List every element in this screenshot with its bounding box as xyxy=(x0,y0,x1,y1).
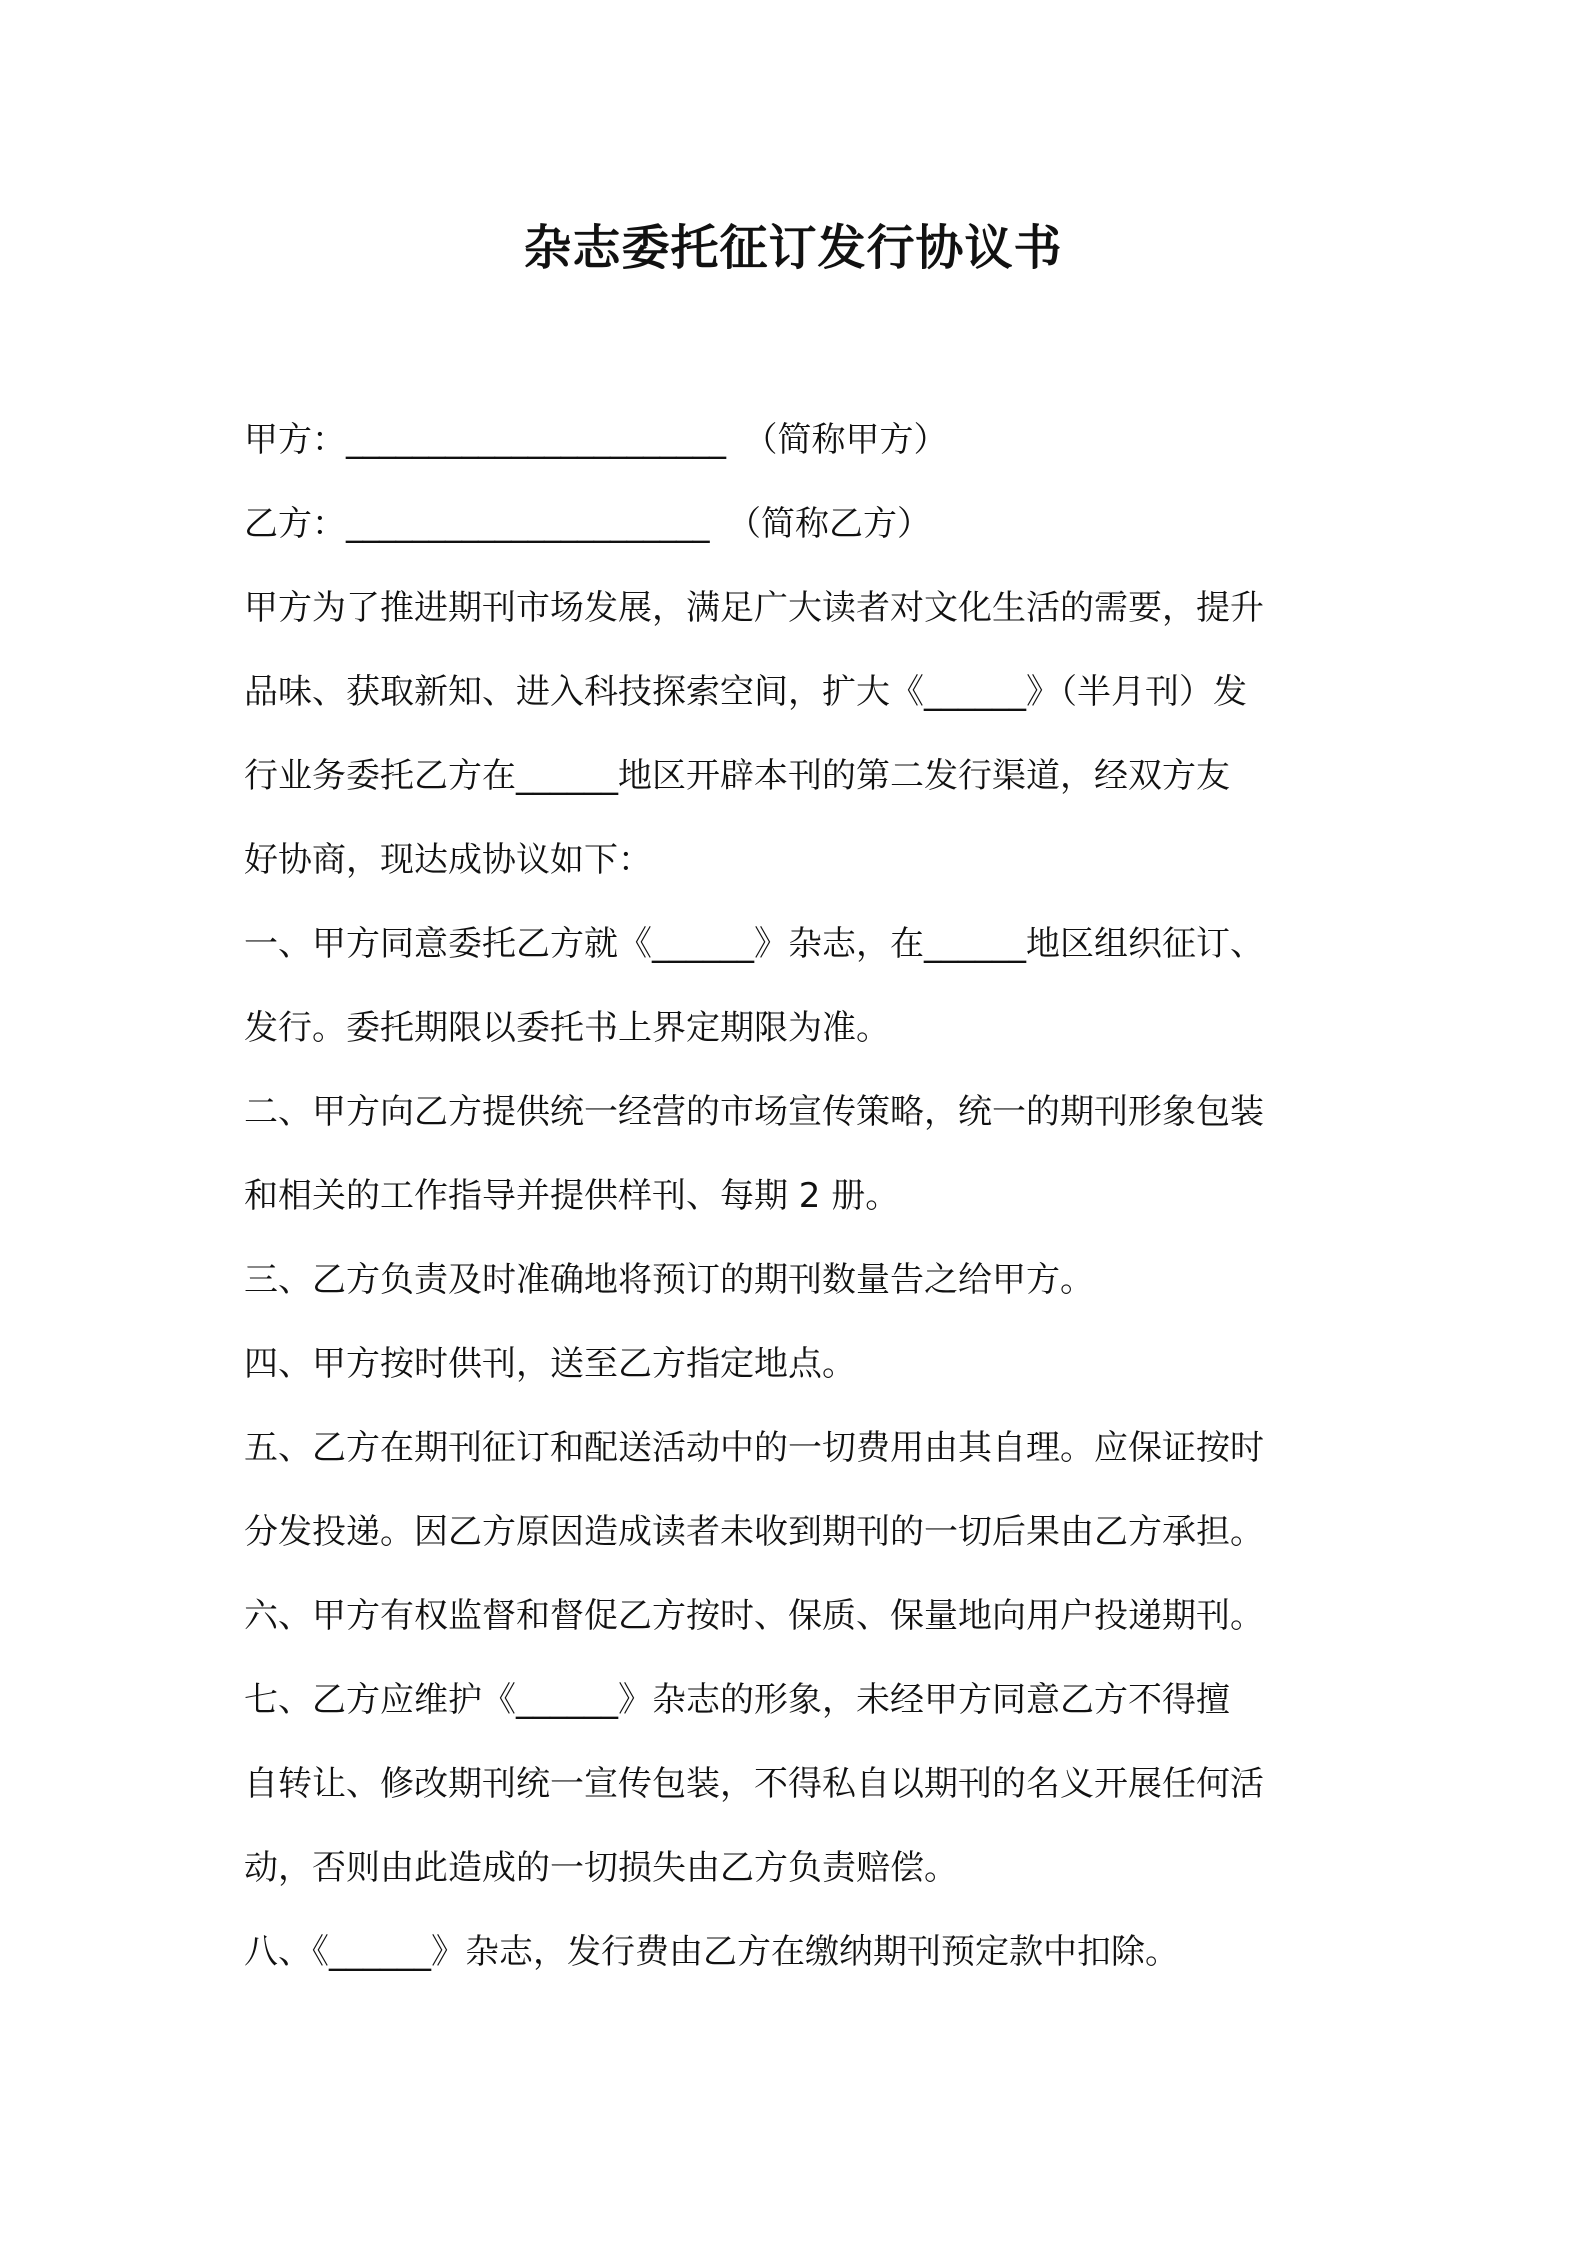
body-line: 好协商，现达成协议如下： xyxy=(244,840,652,880)
clause-2-line: 二、甲方向乙方提供统一经营的市场宣传策略，统一的期刊形象包装 xyxy=(244,1092,1264,1132)
party-b-note: （简称乙方） xyxy=(727,504,931,544)
party-a-label: 甲方： xyxy=(244,420,346,460)
body-line: 行业务委托乙方在______地区开辟本刊的第二发行渠道，经双方友 xyxy=(244,756,1230,796)
document-title: 杂志委托征订发行协议书 xyxy=(523,220,1063,276)
clause-5-line: 五、乙方在期刊征订和配送活动中的一切费用由其自理。应保证按时 xyxy=(244,1428,1264,1468)
clause-4-line: 四、甲方按时供刊，送至乙方指定地点。 xyxy=(244,1344,856,1384)
party-b-line xyxy=(244,482,1374,566)
clause-3-line: 三、乙方负责及时准确地将预订的期刊数量告之给甲方。 xyxy=(244,1260,1094,1300)
party-b-blank: ______________________ xyxy=(346,504,709,544)
body-line: 甲方为了推进期刊市场发展，满足广大读者对文化生活的需要，提升 xyxy=(244,588,1264,628)
party-a-note: （简称甲方） xyxy=(743,420,948,460)
document-body xyxy=(244,398,1374,1994)
clause-2-line: 和相关的工作指导并提供样刊、每期 2 册。 xyxy=(244,1176,900,1216)
clause-6-line: 六、甲方有权监督和督促乙方按时、保质、保量地向用户投递期刊。 xyxy=(244,1596,1264,1636)
party-a-line xyxy=(244,398,1374,482)
clause-7-line: 动，否则由此造成的一切损失由乙方负责赔偿。 xyxy=(244,1848,958,1888)
party-a-blank: _______________________ xyxy=(346,420,726,460)
clause-7-line: 自转让、修改期刊统一宣传包装，不得私自以期刊的名义开展任何活 xyxy=(244,1764,1264,1804)
body-line: 品味、获取新知、进入科技探索空间，扩大《______》（半月刊）发 xyxy=(244,672,1247,712)
clause-8-line: 八、《______》杂志，发行费由乙方在缴纳期刊预定款中扣除。 xyxy=(244,1932,1179,1972)
party-b-label: 乙方： xyxy=(244,504,346,544)
clause-7-line: 七、乙方应维护《______》杂志的形象，未经甲方同意乙方不得擅 xyxy=(244,1680,1230,1720)
clause-5-line: 分发投递。因乙方原因造成读者未收到期刊的一切后果由乙方承担。 xyxy=(244,1512,1264,1552)
clause-1-line: 一、甲方同意委托乙方就《______》杂志，在______地区组织征订、 xyxy=(244,924,1264,964)
clause-1-line: 发行。委托期限以委托书上界定期限为准。 xyxy=(244,1008,890,1048)
